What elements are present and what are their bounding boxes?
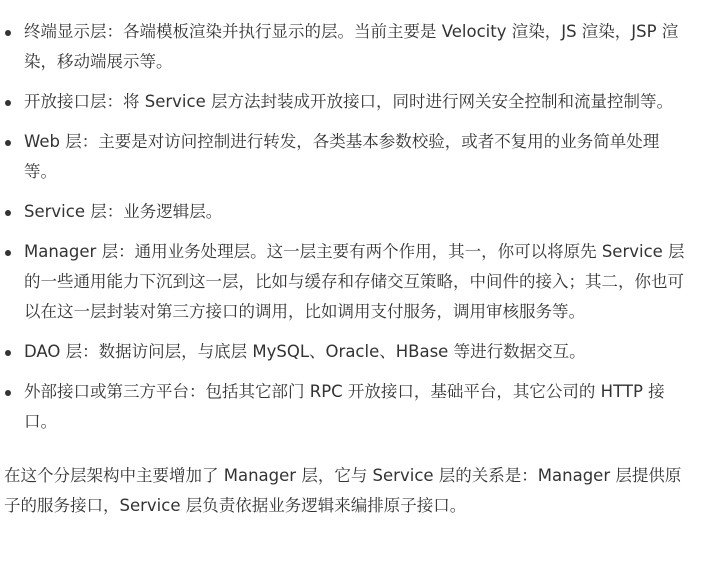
list-item-service-layer <box>0 197 708 227</box>
bullet-icon <box>5 100 11 106</box>
layer-list <box>0 17 708 437</box>
list-item-external-api <box>0 377 708 437</box>
bullet-icon <box>5 140 11 146</box>
bullet-icon <box>5 210 11 216</box>
list-item-open-api <box>0 87 708 117</box>
summary-paragraph: 在这个分层架构中主要增加了 Manager 层，它与 Service 层的关系是：Manager 层提供原子的服务接口，Service 层负责依据业务逻辑来编排原子接口。 <box>4 466 682 515</box>
list-item-text: DAO 层：数据访问层，与底层 MySQL、Oracle、HBase 等进行数据交互。 <box>24 342 586 361</box>
list-item-manager-layer <box>0 237 708 327</box>
list-item-dao-layer <box>0 337 708 367</box>
bullet-icon <box>5 250 11 256</box>
bullet-icon <box>5 30 11 36</box>
bullet-icon <box>5 390 11 396</box>
list-item-text: Manager 层：通用业务处理层。这一层主要有两个作用，其一，你可以将原先 Service 层的一些通用能力下沉到这一层，比如与缓存和存储交互策略，中间件的接入；其二，你也可以在这一层封装对第三方接口的调用，比如调用支付服务，调用审核服务等。 <box>24 242 685 321</box>
list-item-text: 终端显示层：各端模板渲染并执行显示的层。当前主要是 Velocity 渲染，JS 渲染，JSP 渲染，移动端展示等。 <box>24 22 679 71</box>
list-item-text: 外部接口或第三方平台：包括其它部门 RPC 开放接口，基础平台，其它公司的 HTTP 接口。 <box>24 382 665 431</box>
list-item-text: Service 层：业务逻辑层。 <box>24 202 223 221</box>
bullet-icon <box>5 350 11 356</box>
list-item-text: Web 层：主要是对访问控制进行转发，各类基本参数校验，或者不复用的业务简单处理等。 <box>24 132 660 181</box>
list-item-web-layer <box>0 127 708 187</box>
list-item-terminal-display <box>0 17 708 77</box>
list-item-text: 开放接口层：将 Service 层方法封装成开放接口，同时进行网关安全控制和流量控制等。 <box>24 92 673 111</box>
